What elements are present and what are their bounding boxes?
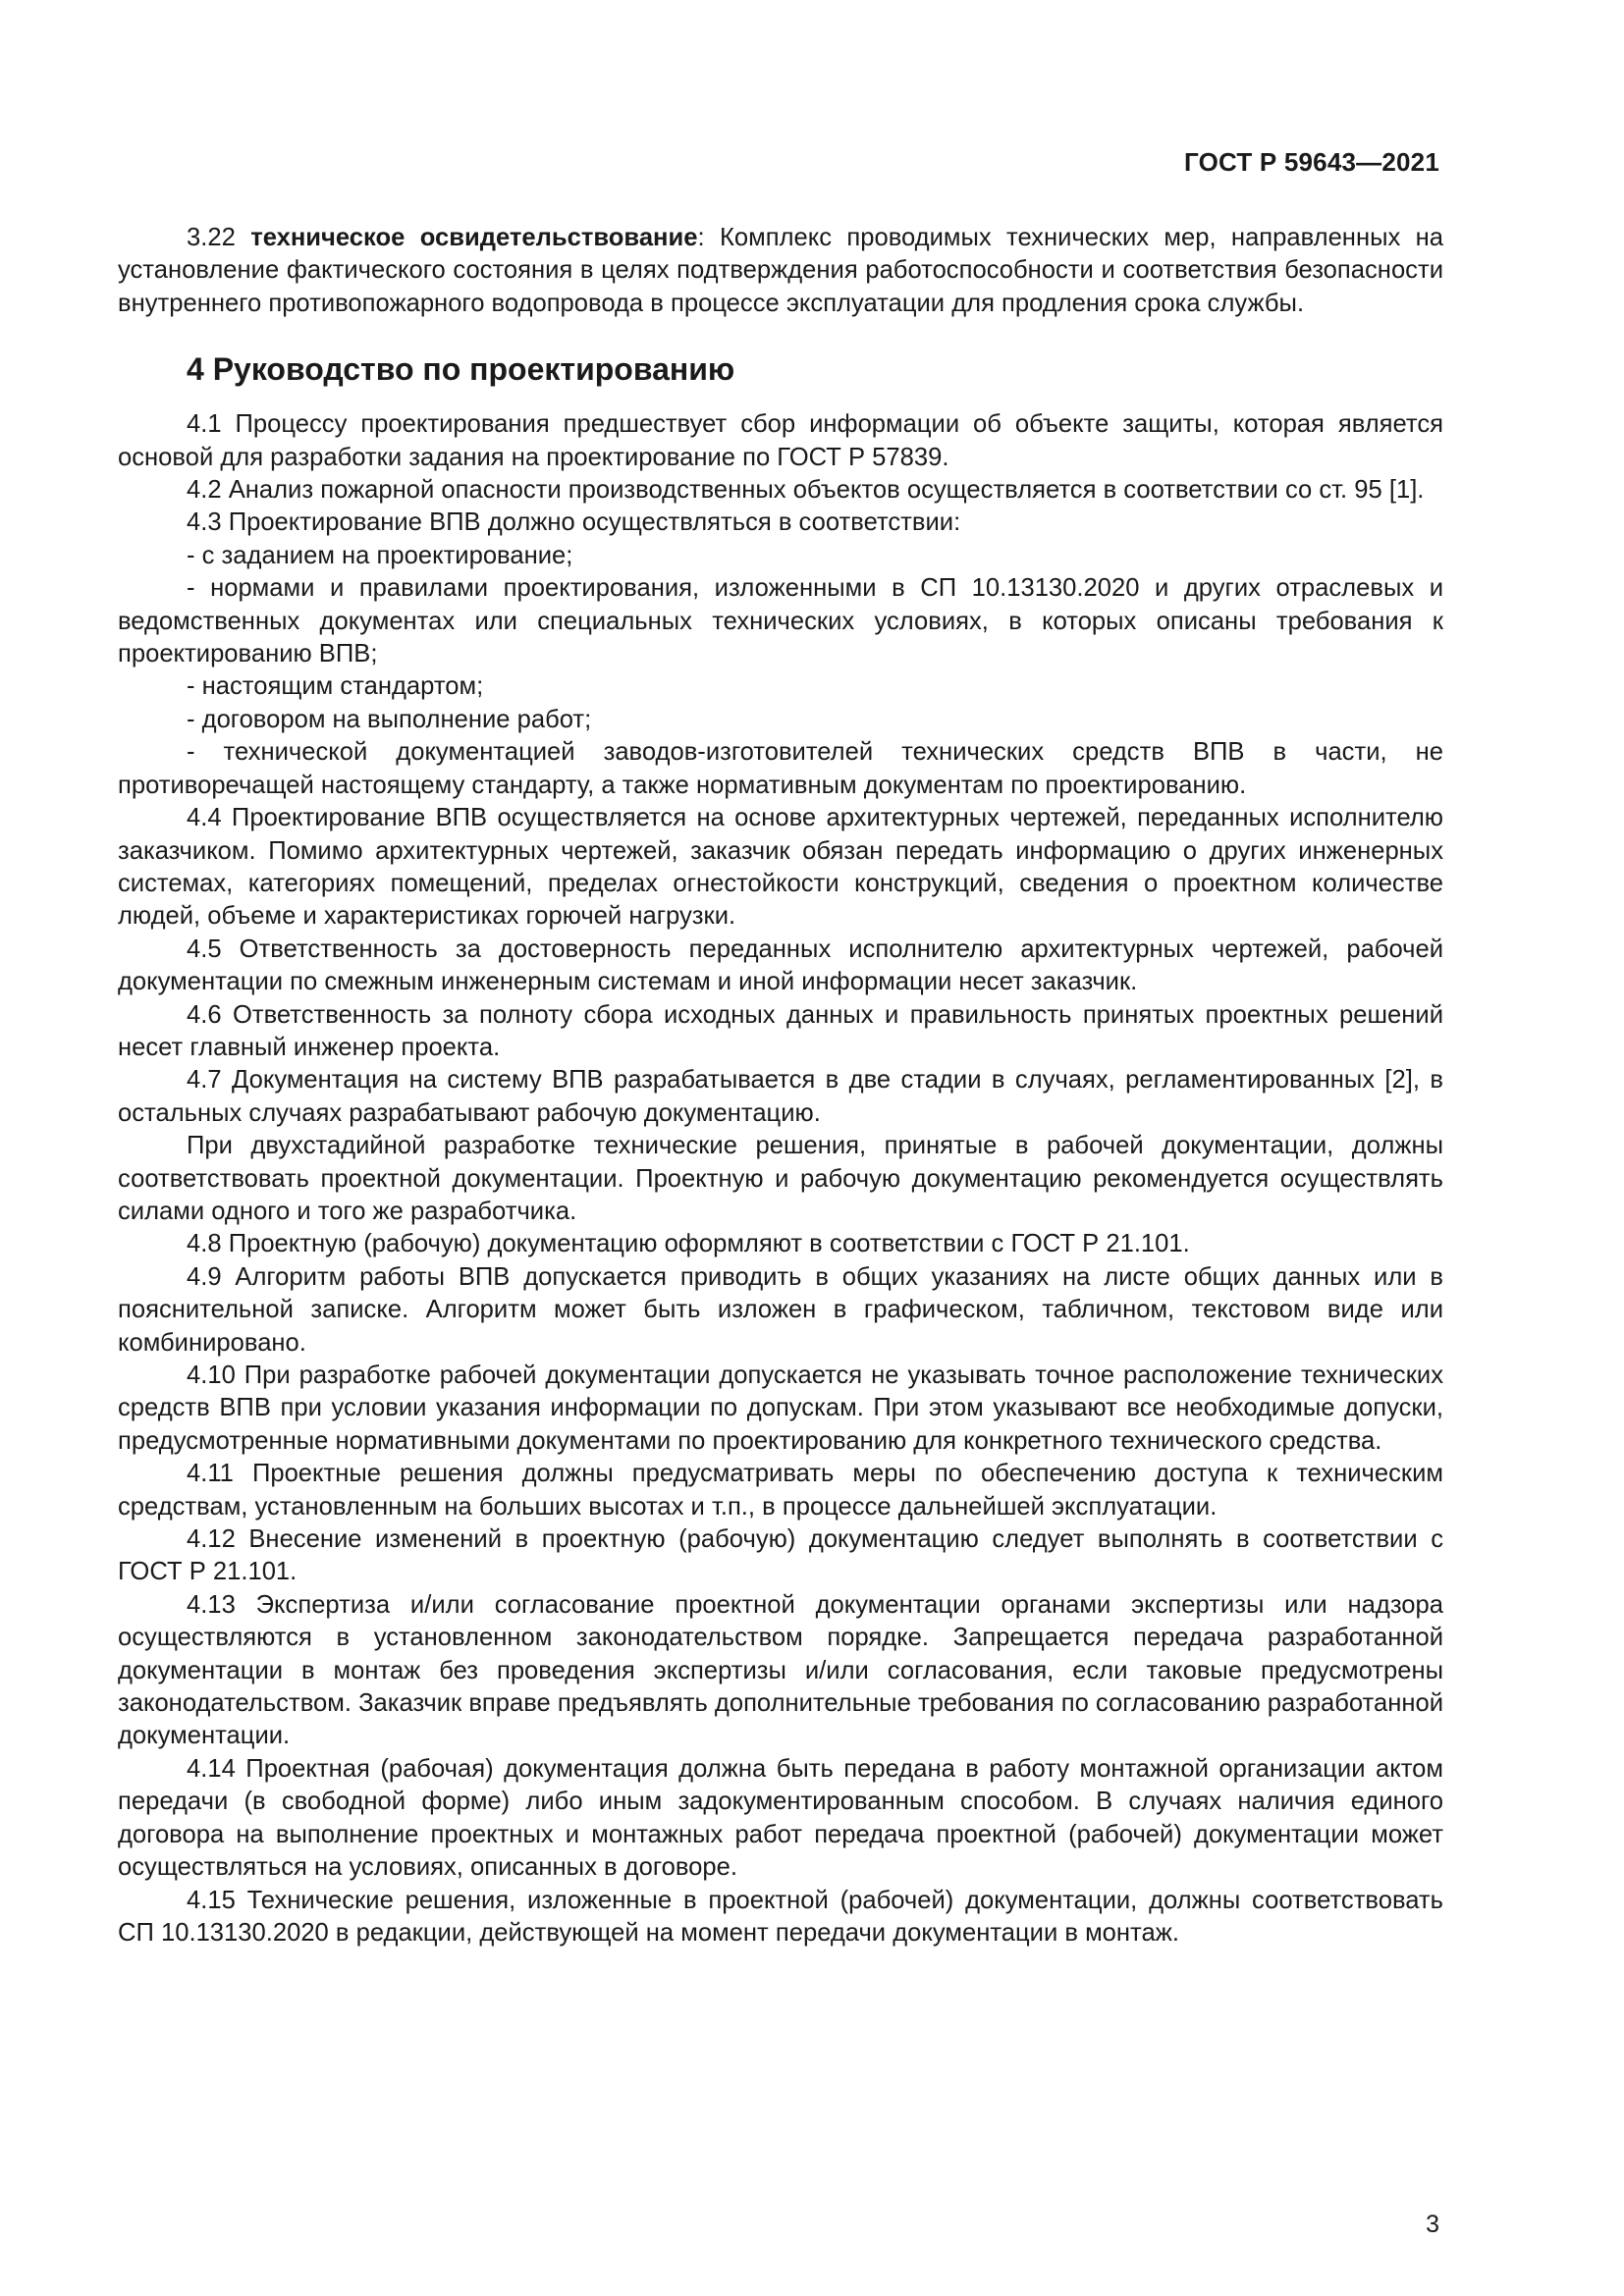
clause-4-9: 4.9 Алгоритм работы ВПВ допускается приводить в общих указаниях на листе общих данных или в пояснительной записке. Алгоритм может быть изложен в графическом, табличном, текстовом виде или комбинировано. (118, 1262, 1443, 1357)
term-definition-title: техническое освидетельствование (250, 224, 698, 251)
clause-4-14: 4.14 Проектная (рабочая) документация должна быть передана в работу монтажной организации актом передачи (в свободной форме) либо иным задокументированным способом. В случаях наличия единого договора на выполнение проектных и монтажных работ передача проектной (рабочей) документации может осуществляться на условиях, описанных в договоре. (118, 1754, 1443, 1882)
clause-4-5: 4.5 Ответственность за достоверность переданных исполнителю архитектурных чертежей, рабочей документации по смежным инженерным системам и иной информации несет заказчик. (118, 934, 1443, 996)
clause-4-2: 4.2 Анализ пожарной опасности производственных объектов осуществляется в соответствии со ст. 95 [1]. (187, 476, 1425, 505)
clause-4-10: 4.10 При разработке рабочей документации допускается не указывать точное расположение технических средств ВПВ при условии указания информации по допускам. При этом указывают все необходимые допуски, предусмотренные нормативными документами по проектированию для конкретного технического средства. (118, 1362, 1443, 1455)
clause-number: 3.22 (187, 224, 236, 251)
clause-4-6: 4.6 Ответственность за полноту сбора исходных данных и правильность принятых проектных решений несет главный инженер проекта. (118, 1000, 1443, 1061)
clause-4-7-continuation: При двухстадийной разработке технические решения, принятые в рабочей документации, должны соответствовать проектной документации. Проектную и рабочую документацию рекомендуется осуществлять силами одного и того же разработчика. (118, 1132, 1443, 1225)
clause-4-1: 4.1 Процессу проектирования предшествует сбор информации об объекте защиты, которая является основой для разработки задания на проектирование по ГОСТ Р 57839. (118, 410, 1443, 471)
list-item: - с заданием на проектирование; (187, 541, 573, 569)
clause-4-15: 4.15 Технические решения, изложенные в проектной (рабочей) документации, должны соответствовать СП 10.13130.2020 в редакции, действующей на момент передачи документации в монтаж. (118, 1886, 1443, 1947)
list-item: - технической документацией заводов-изготовителей технических средств ВПВ в части, не противоречащей настоящему стандарту, а также нормативным документам по проектированию. (118, 738, 1443, 799)
clause-4-13: 4.13 Экспертиза и/или согласование проектной документации органами экспертизы или надзора осуществляются в установленном законодательством порядке. Запрещается передача разработанной документации в монтаж без проведения экспертизы и/или согласования, если таковые предусмотрены законодательством. Заказчик вправе предъявлять дополнительные требования по согласованию разработанной документации. (118, 1590, 1443, 1750)
clause-4-12: 4.12 Внесение изменений в проектную (рабочую) документацию следует выполнять в соответствии с ГОСТ Р 21.101. (118, 1525, 1443, 1586)
clause-4-3: 4.3 Проектирование ВПВ должно осуществляться в соответствии: (187, 508, 961, 537)
term-definition-text: : Комплекс проводимых технических мер, направленных на установление фактического состояния в целях подтверждения работоспособности и соответствия безопасности внутреннего противопожарного водопровода в процессе эксплуатации для продления срока службы. (118, 224, 1443, 317)
clause-4-4: 4.4 Проектирование ВПВ осуществляется на основе архитектурных чертежей, переданных исполнителю заказчиком. Помимо архитектурных чертежей, заказчик обязан передать информацию о других инженерных системах, категориях помещений, пределах огнестойкости конструкций, сведения о проектном количестве людей, объеме и характеристиках горючей нагрузки. (118, 804, 1443, 931)
clause-3-22 (118, 222, 1443, 320)
list-item: - нормами и правилами проектирования, изложенными в СП 10.13130.2020 и других отраслевых и ведомственных документах или специальных технических условиях, в которых описаны требования к проектированию ВПВ; (118, 574, 1443, 668)
clause-4-7: 4.7 Документация на систему ВПВ разрабатывается в две стадии в случаях, регламентированных [2], в остальных случаях разрабатывают рабочую документацию. (118, 1066, 1443, 1127)
document-body (118, 222, 1443, 1949)
clause-4-8: 4.8 Проектную (рабочую) документацию оформляют в соответствии с ГОСТ Р 21.101. (187, 1230, 1190, 1258)
list-item: - настоящим стандартом; (187, 672, 484, 701)
section-heading: 4 Руководство по проектированию (187, 351, 735, 388)
list-item: - договором на выполнение работ; (187, 705, 592, 733)
document-code: ГОСТ Р 59643—2021 (1184, 147, 1439, 177)
clause-4-11: 4.11 Проектные решения должны предусматривать меры по обеспечению доступа к техническим средствам, установленным на больших высотах и т.п., в процессе дальнейшей эксплуатации. (118, 1460, 1443, 1521)
page-number: 3 (1426, 2211, 1439, 2238)
